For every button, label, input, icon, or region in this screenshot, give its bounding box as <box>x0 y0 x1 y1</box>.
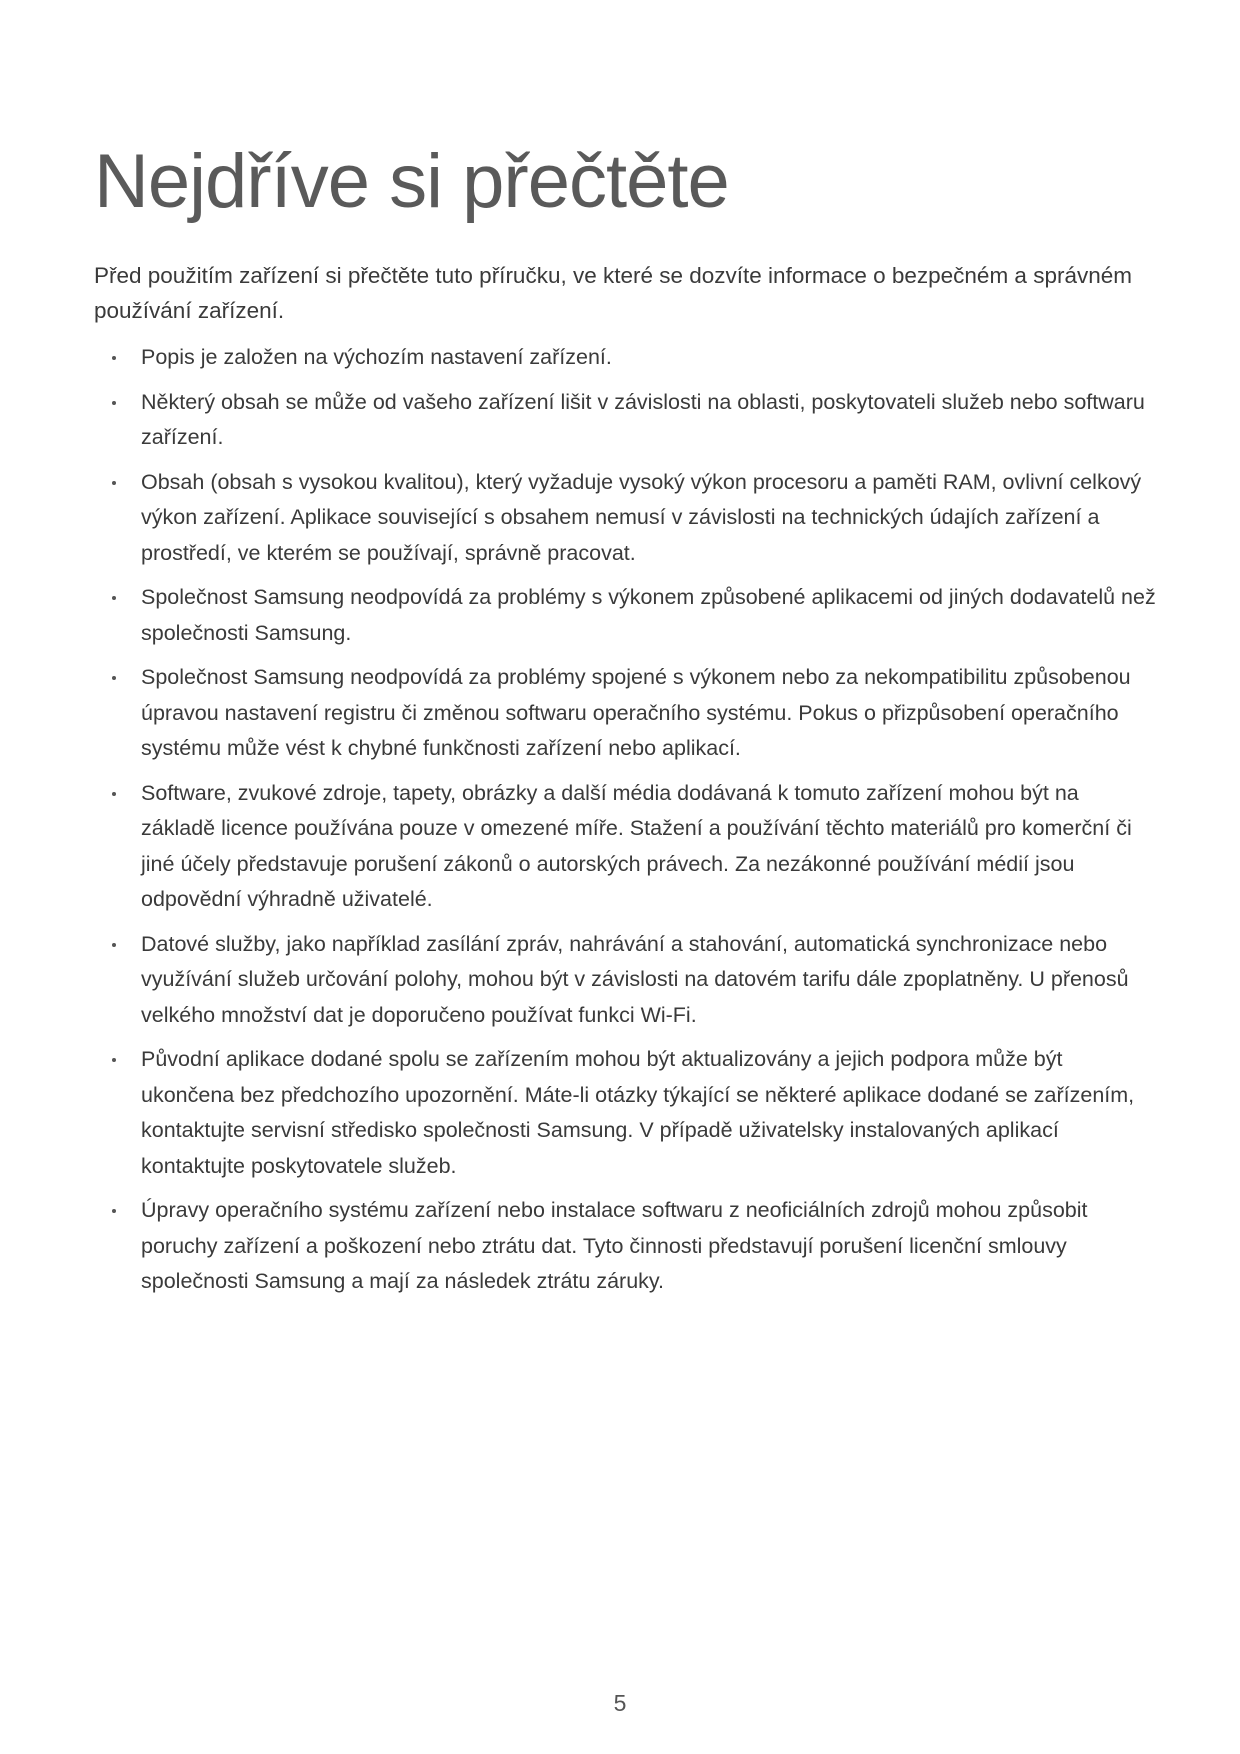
list-item <box>94 660 1156 767</box>
list-item-text: Software, zvukové zdroje, tapety, obrázky a další média dodávaná k tomuto zařízení mohou být na základě licence používána pouze v omezené míře. Stažení a používání těchto materiálů pro komerční či jiné účely představuje porušení zákonů o autorských právech. Za nezákonné používání médií jsou odpovědní výhradně uživatelé. <box>141 780 1132 911</box>
bullet-icon <box>112 676 116 680</box>
list-item-text: Datové služby, jako například zasílání zpráv, nahrávání a stahování, automatická synchronizace nebo využívání služeb určování polohy, mohou být v závislosti na datovém tarifu dále zpoplatněny. U přenosů velkého množství dat je doporučeno používat funkci Wi-Fi. <box>141 931 1129 1027</box>
list-item <box>94 580 1156 651</box>
list-item <box>94 776 1156 918</box>
list-item <box>94 1042 1156 1184</box>
list-item-text: Popis je založen na výchozím nastavení zařízení. <box>141 345 612 369</box>
bullet-icon <box>112 1209 116 1213</box>
list-item-text: Původní aplikace dodané spolu se zařízením mohou být aktualizovány a jejich podpora může být ukončena bez předchozího upozornění. Máte-li otázky týkající se některé aplikace dodané se zařízením, kontaktujte servisní středisko společnosti Samsung. V případě uživatelsky instalovaných aplikací kontaktujte poskytovatele služeb. <box>141 1047 1135 1178</box>
page-number: 5 <box>613 1690 627 1716</box>
bullet-icon <box>112 1058 116 1062</box>
page-title: Nejdříve si přečtěte <box>94 139 729 224</box>
list-item-text: Některý obsah se může od vašeho zařízení lišit v závislosti na oblasti, poskytovateli služeb nebo softwaru zařízení. <box>141 389 1145 449</box>
list-item-text: Úpravy operačního systému zařízení nebo instalace softwaru z neoficiálních zdrojů mohou způsobit poruchy zařízení a poškození nebo ztrátu dat. Tyto činnosti představují porušení licenční smlouvy společnosti Samsung a mají za následek ztrátu záruky. <box>141 1198 1088 1293</box>
bullet-icon <box>112 481 116 485</box>
list-item-text: Společnost Samsung neodpovídá za problémy s výkonem způsobené aplikacemi od jiných dodavatelů než společnosti Samsung. <box>141 585 1156 645</box>
list-item <box>94 340 1156 376</box>
list-item <box>94 927 1156 1034</box>
list-item-text: Obsah (obsah s vysokou kvalitou), který vyžaduje vysoký výkon procesoru a paměti RAM, ovlivní celkový výkon zařízení. Aplikace související s obsahem nemusí v závislosti na technických údajích zařízení a prostředí, ve kterém se používají, správně pracovat. <box>141 469 1142 565</box>
bullet-icon <box>112 401 116 405</box>
bullet-icon <box>112 792 116 796</box>
bullet-icon <box>112 943 116 947</box>
bullet-icon <box>112 356 116 360</box>
list-item <box>94 1193 1156 1300</box>
intro-paragraph: Před použitím zařízení si přečtěte tuto příručku, ve které se dozvíte informace o bezpečném a správném používání zařízení. <box>94 263 1132 323</box>
list-item <box>94 465 1156 572</box>
list-item-text: Společnost Samsung neodpovídá za problémy spojené s výkonem nebo za nekompatibilitu způsobenou úpravou nastavení registru či změnou softwaru operačního systému. Pokus o přizpůsobení operačního systému může vést k chybné funkčnosti zařízení nebo aplikací. <box>141 665 1131 760</box>
bullet-icon <box>112 596 116 600</box>
list-item <box>94 385 1156 456</box>
bullet-list <box>94 340 1156 1309</box>
